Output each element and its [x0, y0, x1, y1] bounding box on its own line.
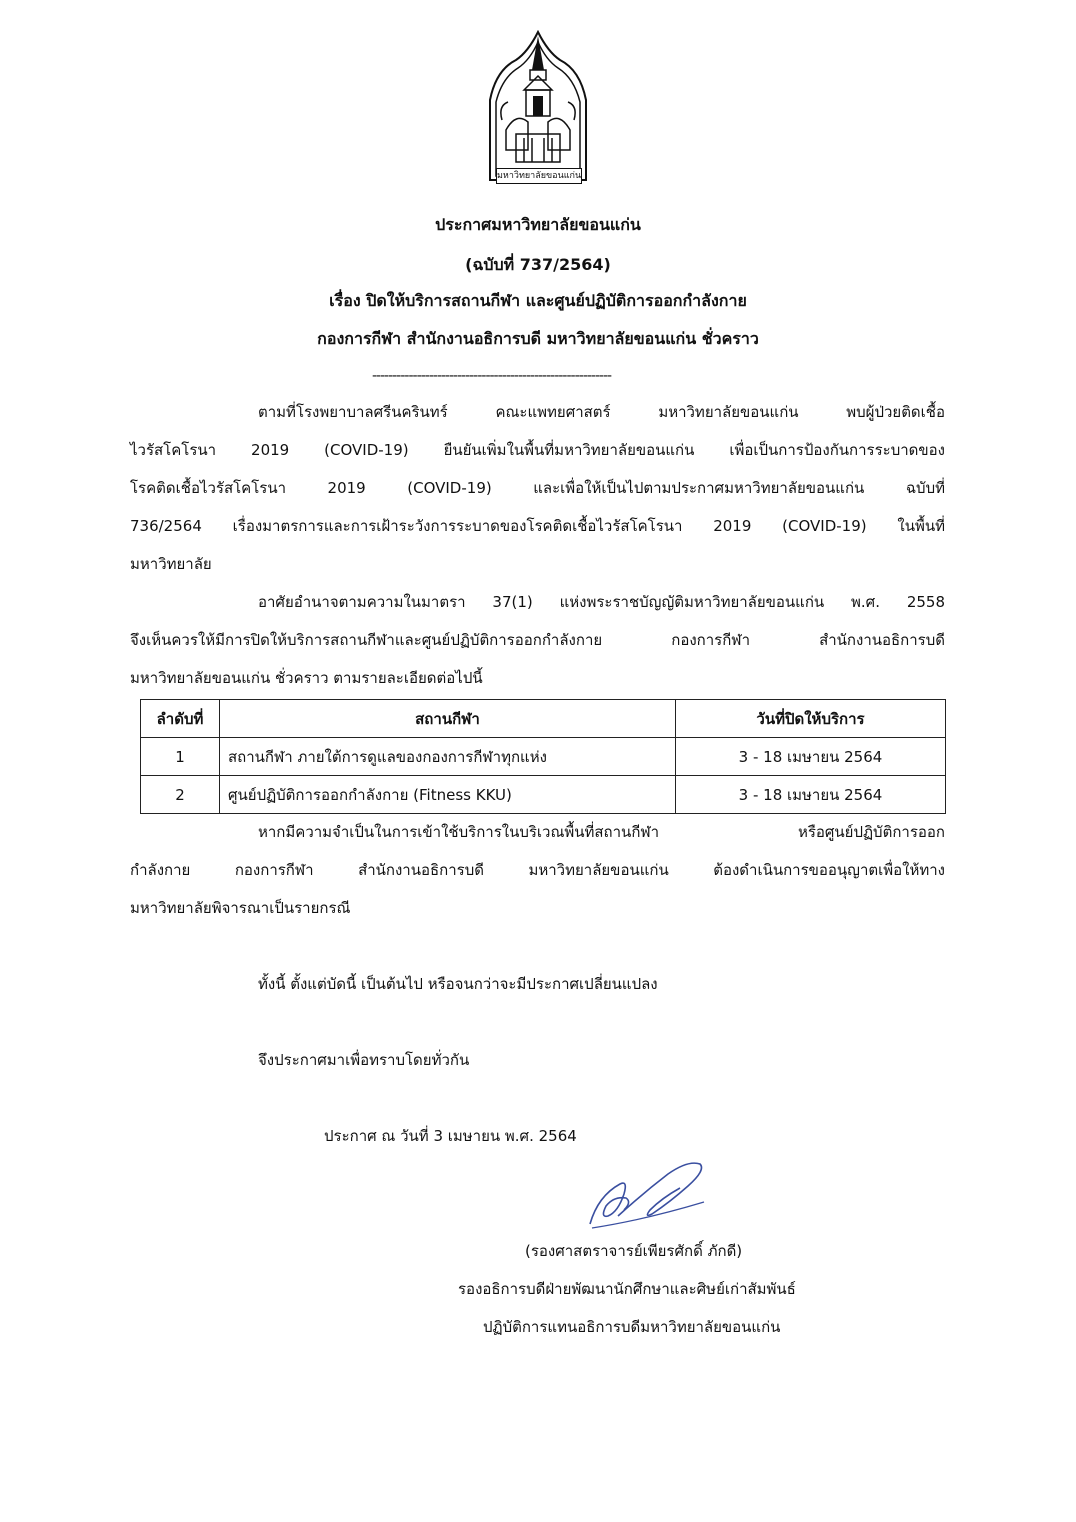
- signatory-position-1: รองอธิการบดีฝ่ายพัฒนานักศึกษาและศิษย์เก่าสัมพันธ์: [458, 1280, 796, 1298]
- announcement-subject-line-2: กองการกีฬา สำนักงานอธิการบดี มหาวิทยาลัยขอนแก่น ชั่วคราว: [317, 329, 759, 348]
- table-row: [141, 776, 946, 814]
- table-cell: สถานกีฬา ภายใต้การดูแลของกองการกีฬาทุกแห่ง: [220, 738, 676, 776]
- table-cell: 1: [141, 738, 220, 776]
- table-header-cell: สถานกีฬา: [220, 700, 676, 738]
- table-row: [141, 738, 946, 776]
- table-cell: ศูนย์ปฏิบัติการออกกำลังกาย (Fitness KKU): [220, 776, 676, 814]
- table-header-row: [141, 700, 946, 738]
- effective-statement: ทั้งนี้ ตั้งแต่บัดนี้ เป็นต้นไป หรือจนกว่าจะมีประกาศเปลี่ยนแปลง: [258, 975, 658, 993]
- para1-line: 736/2564 เรื่องมาตรการและการเฝ้าระวังการระบาดของโรคติดเชื้อไวรัสโคโรนา 2019 (COVID-19) ในพื้นที่: [130, 517, 945, 535]
- announcement-subject-line-1: เรื่อง ปิดให้บริการสถานกีฬา และศูนย์ปฏิบัติการออกกำลังกาย: [329, 291, 747, 310]
- announcement-number: (ฉบับที่ 737/2564): [465, 255, 611, 274]
- para1-line: ไวรัสโคโรนา 2019 (COVID-19) ยืนยันเพิ่มในพื้นที่มหาวิทยาลัยขอนแก่น เพื่อเป็นการป้องกันการระบาดของ: [130, 441, 945, 459]
- closure-table: [140, 699, 946, 814]
- table-cell: 3 - 18 เมษายน 2564: [676, 776, 946, 814]
- para3-line: กำลังกาย กองการกีฬา สำนักงานอธิการบดี มหาวิทยาลัยขอนแก่น ต้องดำเนินการขออนุญาตเพื่อให้ทาง: [130, 861, 945, 879]
- para1-line: ตามที่โรงพยาบาลศรีนครินทร์ คณะแพทยศาสตร์ มหาวิทยาลัยขอนแก่น พบผู้ป่วยติดเชื้อ: [258, 403, 945, 421]
- table-header-cell: ลำดับที่: [141, 700, 220, 738]
- announce-statement: จึงประกาศมาเพื่อทราบโดยทั่วกัน: [258, 1051, 470, 1069]
- para1-line: มหาวิทยาลัย: [130, 555, 212, 573]
- university-emblem-icon: [486, 30, 590, 190]
- signatory-name: (รองศาสตราจารย์เพียรศักดิ์ ภักดี): [525, 1242, 743, 1260]
- separator: -----------------------------------------------------------: [372, 368, 612, 384]
- handwritten-signature-icon: [584, 1158, 710, 1234]
- table-cell: 2: [141, 776, 220, 814]
- para2-line: อาศัยอำนาจตามความในมาตรา 37(1) แห่งพระราชบัญญัติมหาวิทยาลัยขอนแก่น พ.ศ. 2558: [258, 593, 945, 611]
- table-header-cell: วันที่ปิดให้บริการ: [676, 700, 946, 738]
- para2-line: มหาวิทยาลัยขอนแก่น ชั่วคราว ตามรายละเอียดต่อไปนี้: [130, 669, 483, 687]
- announcement-date: ประกาศ ณ วันที่ 3 เมษายน พ.ศ. 2564: [324, 1127, 577, 1145]
- announcement-title: ประกาศมหาวิทยาลัยขอนแก่น: [435, 215, 641, 234]
- signatory-position-2: ปฏิบัติการแทนอธิการบดีมหาวิทยาลัยขอนแก่น: [483, 1318, 781, 1336]
- para3-line: หากมีความจำเป็นในการเข้าใช้บริการในบริเวณพื้นที่สถานกีฬา หรือศูนย์ปฏิบัติการออก: [258, 823, 945, 841]
- table-cell: 3 - 18 เมษายน 2564: [676, 738, 946, 776]
- para3-line: มหาวิทยาลัยพิจารณาเป็นรายกรณี: [130, 899, 351, 917]
- para1-line: โรคติดเชื้อไวรัสโคโรนา 2019 (COVID-19) และเพื่อให้เป็นไปตามประกาศมหาวิทยาลัยขอนแก่น ฉบับที่: [130, 479, 945, 497]
- para2-line: จึงเห็นควรให้มีการปิดให้บริการสถานกีฬาและศูนย์ปฏิบัติการออกกำลังกาย กองการกีฬา สำนักงานอธิการบดี: [130, 631, 945, 649]
- emblem-caption: มหาวิทยาลัยขอนแก่น: [496, 168, 582, 184]
